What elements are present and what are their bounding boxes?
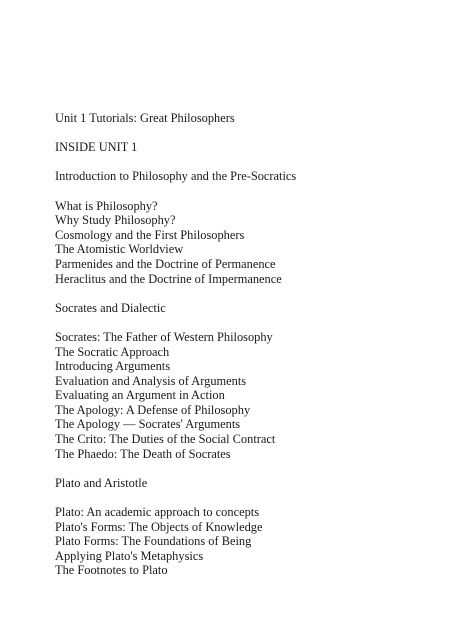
spacer [55,315,453,330]
inside-unit-label: INSIDE UNIT 1 [55,140,138,155]
list-item: Socrates: The Father of Western Philosophy [55,329,273,344]
spacer [55,286,453,301]
list-item: The Footnotes to Plato [55,563,168,578]
list-item: Evaluating an Argument in Action [55,388,225,403]
list-item: The Socratic Approach [55,344,170,359]
list-item: Plato's Forms: The Objects of Knowledge [55,519,263,534]
spacer [55,490,453,505]
section-intro [55,169,453,286]
list-item: Cosmology and the First Philosophers [55,227,245,242]
section-heading: Plato and Aristotle [55,475,148,490]
list-item: The Apology: A Defense of Philosophy [55,402,251,417]
list-item: Plato: An academic approach to concepts [55,505,260,520]
spacer [55,126,453,141]
section-heading: Socrates and Dialectic [55,300,166,315]
list-item: Parmenides and the Doctrine of Permanence [55,256,276,271]
section-plato-aristotle [55,476,453,578]
list-item: Introducing Arguments [55,359,171,374]
list-item: What is Philosophy? [55,198,158,213]
list-item: The Apology — Socrates' Arguments [55,417,241,432]
document-title: Unit 1 Tutorials: Great Philosophers [55,111,235,125]
list-item: Applying Plato's Metaphysics [55,548,204,563]
list-item: The Crito: The Duties of the Social Contract [55,432,276,447]
list-item: Heraclitus and the Doctrine of Impermanence [55,271,282,286]
spacer [55,155,453,170]
spacer [55,184,453,199]
spacer [55,461,453,476]
list-item: Why Study Philosophy? [55,213,176,228]
section-socrates [55,301,453,462]
list-item: Plato Forms: The Foundations of Being [55,534,252,549]
list-item: The Atomistic Worldview [55,242,184,257]
list-item: The Phaedo: The Death of Socrates [55,446,231,461]
section-heading: Introduction to Philosophy and the Pre-Socratics [55,169,297,184]
list-item: Evaluation and Analysis of Arguments [55,373,247,388]
